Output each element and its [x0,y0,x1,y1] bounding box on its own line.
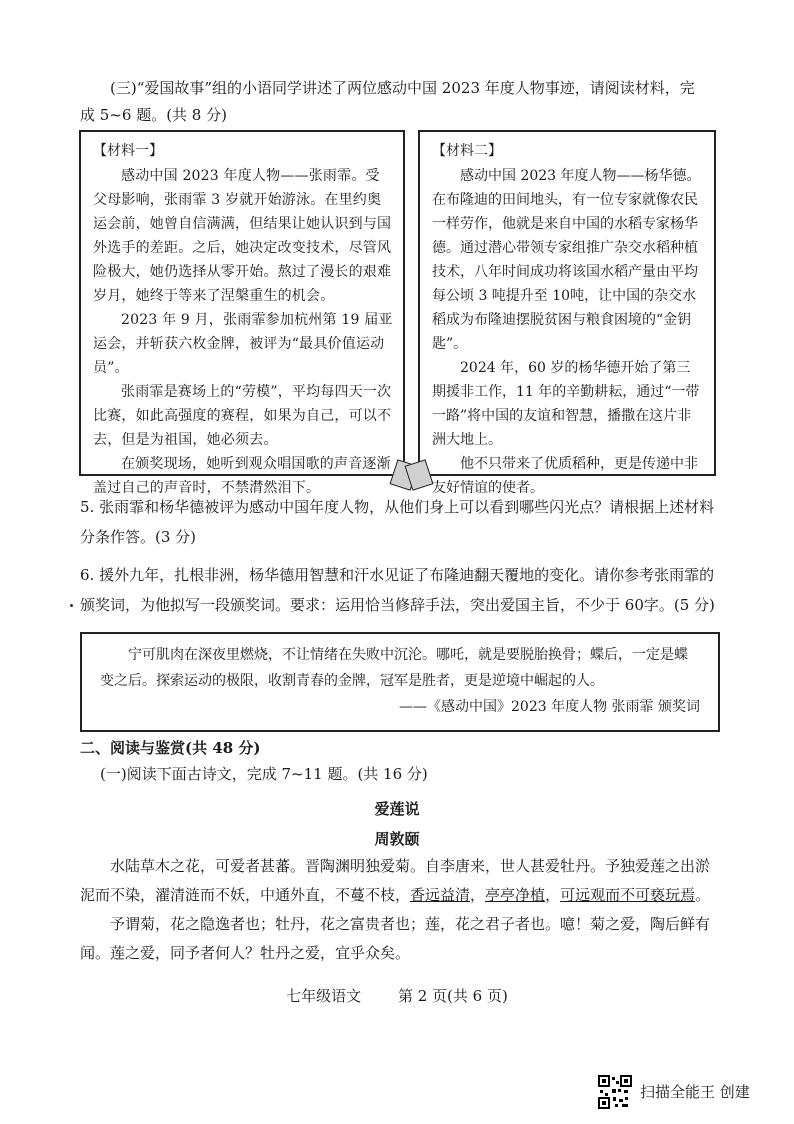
section-two-title: 二、阅读与鉴赏(共 48 分) [80,739,261,757]
material-two-paragraph: 2024 年，60 岁的杨华德开始了第三期援非工作，11 年的辛勤耕耘，通过“一带一路”将中国的友谊和智慧，播撒在这片非洲大地上。 [432,360,700,448]
underlined-phrase: 可远观而不可亵玩焉 [560,886,696,904]
poem-paragraph-1 [80,852,720,910]
material-one-box [79,130,405,496]
poem-author: 周敦颐 [374,830,420,848]
poem-text: ， [545,886,561,904]
material-one-paragraph: 感动中国 2023 年度人物——张雨霏。受父母影响，张雨霏 3 岁就开始游泳。在里约奥运会前，她曾自信满满，但结果让她认识到与国外选手的差距。之后，她决定改变技术，尽管风险极大，她仍选择从零开始。熬过了漫长的艰难岁月，她终于等来了涅槃重生的机会。 [93,168,392,304]
poem-text: ， [470,886,486,904]
material-two-title: 【材料二】 [432,143,502,159]
material-one-paragraph: 在颁奖现场，她听到观众唱国歌的声音逐渐盖过自己的声音时，不禁潸然泪下。 [93,456,391,496]
award-speech-text: 宁可肌肉在深夜里燃烧，不让情绪在失败中沉沦。哪吒，就是要脱胎换骨；蝶后，一定是蝶变之后。探索运动的极限，收割青春的金牌，冠军是胜者，更是逆境中崛起的人。 [100,647,688,689]
footer-subject: 七年级语文 [286,987,362,1005]
poem-text: 水陆草木之花，可爱者甚蕃。晋陶渊明独爱菊。自李唐来，世人甚爱牡丹。予独爱莲之出淤泥而不染，濯清涟而不妖，中通外直，不蔓不枝， [80,857,711,904]
poem-paragraph-2: 予谓菊，花之隐逸者也；牡丹，花之富贵者也；莲，花之君子者也。噫！菊之爱，陶后鲜有闻。莲之爱，同予者何人？牡丹之爱，宜乎众矣。 [80,915,711,962]
award-speech-box [80,632,720,732]
scanner-watermark: 扫描全能王 创建 [640,1083,750,1101]
material-one-paragraph: 张雨霏是赛场上的“劳模”，平均每四天一次比赛，如此高强度的赛程，如果为自己，可以不去，但是为祖国，她必须去。 [93,384,392,448]
material-one-paragraph: 2023 年 9 月，张雨霏参加杭州第 19 届亚运会，并斩获六枚金牌，被评为“最具价值运动员”。 [93,312,393,376]
question-6: 6. 援外九年，扎根非洲，杨华德用智慧和汗水见证了布隆迪翻天覆地的变化。请你参考张雨霏的颁奖词，为他拟写一段颁奖词。要求：运用恰当修辞手法，突出爱国主旨，不少于 60字。(5 分) [80,566,715,614]
award-speech-signature: ——《感动中国》2023 年度人物 张雨霏 颁奖词 [399,699,700,715]
margin-dot [70,604,73,607]
material-one-title: 【材料一】 [93,143,163,159]
qr-code-icon [598,1075,632,1109]
poem-title: 爱莲说 [374,800,420,818]
question-5: 5. 张雨霏和杨华德被评为感动中国年度人物，从他们身上可以看到哪些闪光点？请根据上述材料分条作答。(3 分) [80,498,715,546]
page-footer [0,985,794,1007]
poem-text: 。 [695,886,711,904]
underlined-phrase: 香远益清 [410,886,471,904]
material-two-box [418,130,716,496]
subsection-one-title: (一)阅读下面古诗文，完成 7~11 题。(共 16 分) [100,765,428,783]
section-intro-line1: (三)“爱国故事”组的小语同学讲述了两位感动中国 2023 年度人物事迹，请阅读材料，完 [110,79,695,97]
underlined-phrase: 亭亭净植 [485,886,546,904]
poem-body [80,852,720,968]
footer-page-number: 第 2 页(共 6 页) [397,987,508,1005]
material-two-paragraph: 他不只带来了优质稻种，更是传递中非友好情谊的使者。 [432,456,698,496]
section-intro-line2: 成 5~6 题。(共 8 分) [80,106,227,124]
material-two-paragraph: 感动中国 2023 年度人物——杨华德。在布隆迪的田间地头，有一位专家就像农民一样劳作，他就是来自中国的水稻专家杨华德。通过潜心带领专家组推广杂交水稻种植技术，八年时间成功将该国水稻产量由平均每公顷 3 吨提升至 10吨，让中国的杂交水稻成为布隆迪摆脱贫困与粮食困境的“金钥匙”。 [432,168,701,352]
